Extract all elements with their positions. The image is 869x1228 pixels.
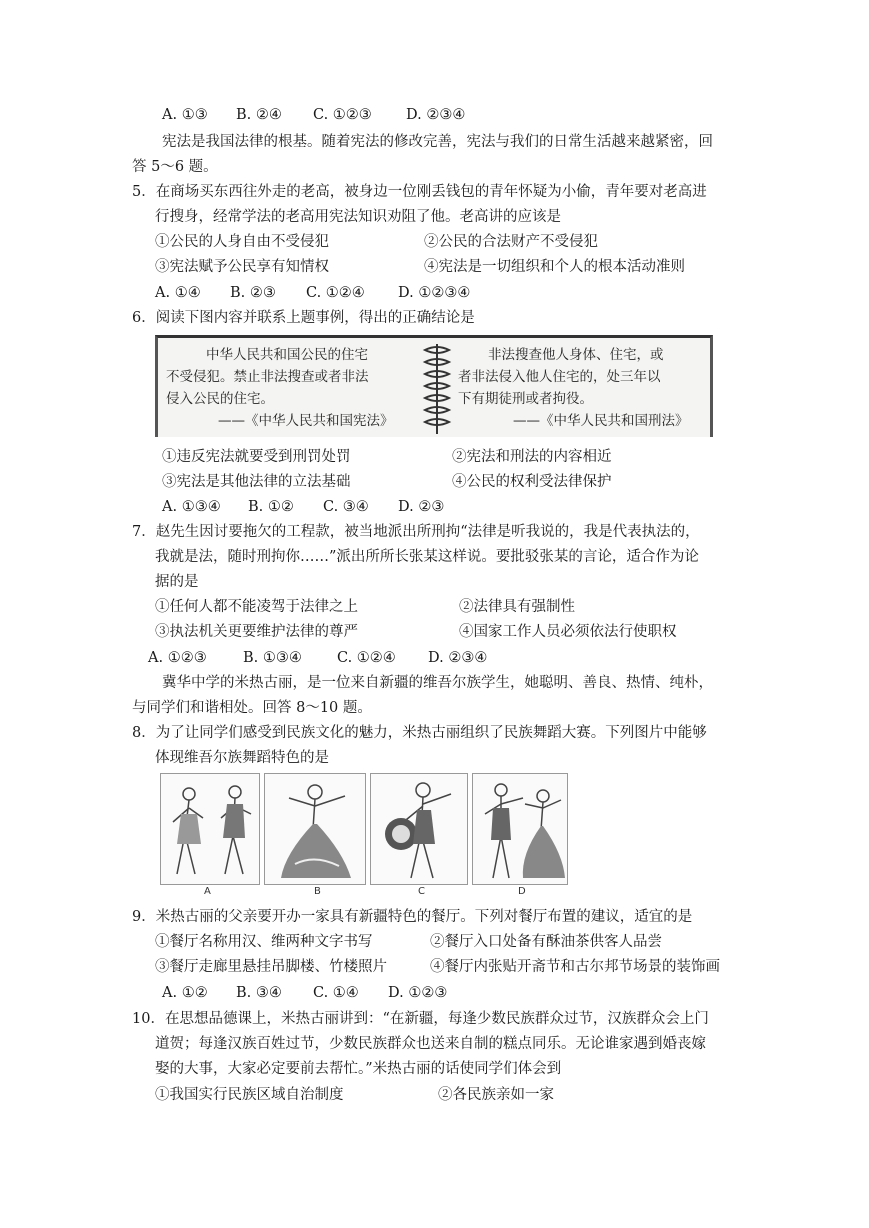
q9-item-1: ①餐厅名称用汉、维两种文字书写 bbox=[155, 934, 373, 950]
q5-stem-line2: 行搜身，经常学法的老高用宪法知识劝阻了他。老高讲的应该是 bbox=[155, 209, 561, 225]
photo-label-b: B bbox=[314, 886, 321, 897]
q6-item-1: ①违反宪法就要受到刑罚处罚 bbox=[162, 449, 351, 465]
constitution-line2: 不受侵犯。禁止非法搜查或者非法 bbox=[166, 369, 369, 385]
q9-option-d: D. ①②③ bbox=[388, 985, 448, 1001]
q7-option-b: B. ①③④ bbox=[243, 650, 302, 666]
photo-label-d: D bbox=[518, 886, 526, 897]
q9-option-c: C. ①④ bbox=[313, 985, 359, 1001]
q10-item-2: ②各民族亲如一家 bbox=[438, 1087, 554, 1103]
constitution-source: ——《中华人民共和国宪法》 bbox=[218, 413, 394, 429]
dance-photo-d bbox=[472, 773, 568, 885]
q5-option-a: A. ①④ bbox=[155, 285, 201, 301]
dance-photo-a bbox=[160, 773, 260, 885]
q5-option-c: C. ①②④ bbox=[306, 285, 365, 301]
q7-item-4: ④国家工作人员必须依法行使职权 bbox=[459, 624, 677, 640]
q9-item-2: ②餐厅入口处备有酥油茶供客人品尝 bbox=[430, 934, 662, 950]
q10-stem-line3: 娶的大事，大家必定要前去帮忙。”米热古丽的话使同学们体会到 bbox=[155, 1061, 562, 1077]
q6-option-d: D. ②③ bbox=[398, 499, 445, 515]
intro-8-10-line2: 与同学们和谐相处。回答 8～10 题。 bbox=[132, 700, 372, 716]
q6-item-2: ②宪法和刑法的内容相近 bbox=[452, 449, 612, 465]
q9-stem: 9．米热古丽的父亲要开办一家具有新疆特色的餐厅。下列对餐厅布置的建议，适宜的是 bbox=[132, 909, 693, 925]
dance-photos-figure bbox=[160, 773, 570, 899]
q5-stem-line1: 5．在商场买东西往外走的老高，被身边一位刚丢钱包的青年怀疑为小偷，青年要对老高进 bbox=[132, 184, 707, 200]
q7-item-2: ②法律具有强制性 bbox=[459, 599, 575, 615]
q8-stem-line1: 8．为了让同学们感受到民族文化的魅力，米热古丽组织了民族舞蹈大赛。下列图片中能够 bbox=[132, 725, 707, 741]
photo-label-a: A bbox=[204, 886, 211, 897]
q6-item-3: ③宪法是其他法律的立法基础 bbox=[162, 474, 351, 490]
q6-option-c: C. ③④ bbox=[323, 499, 369, 515]
q9-item-3: ③餐厅走廊里悬挂吊脚楼、竹楼照片 bbox=[155, 959, 387, 975]
criminal-law-line1: 非法搜查他人身体、住宅，或 bbox=[488, 347, 664, 363]
chinese-knot-divider-icon bbox=[420, 342, 454, 436]
q5-item-2: ②公民的合法财产不受侵犯 bbox=[424, 234, 598, 250]
dance-photo-b bbox=[264, 773, 366, 885]
criminal-law-line2: 者非法侵入他人住宅的，处三年以 bbox=[458, 369, 661, 385]
q6-item-4: ④公民的权利受法律保护 bbox=[452, 474, 612, 490]
intro-5-6-line2: 答 5～6 题。 bbox=[132, 159, 218, 175]
q6-stem: 6．阅读下图内容并联系上题事例，得出的正确结论是 bbox=[132, 310, 475, 326]
q7-stem-line2: 我就是法，随时刑拘你……”派出所所长张某这样说。要批驳张某的言论，适合作为论 bbox=[155, 549, 699, 565]
constitution-line3: 侵入公民的住宅。 bbox=[166, 391, 274, 407]
q6-option-a: A. ①③④ bbox=[162, 499, 221, 515]
q10-stem-line2: 道贺；每逢汉族百姓过节，少数民族群众也送来自制的糕点同乐。无论谁家遇到婚丧嫁 bbox=[155, 1036, 706, 1052]
q5-item-4: ④宪法是一切组织和个人的根本活动准则 bbox=[424, 259, 685, 275]
q8-stem-line2: 体现维吾尔族舞蹈特色的是 bbox=[155, 750, 329, 766]
q5-item-3: ③宪法赋予公民享有知情权 bbox=[155, 259, 329, 275]
q6-option-b: B. ①② bbox=[248, 499, 294, 515]
q4-option-a: A. ①③ bbox=[162, 107, 208, 123]
q4-option-d: D. ②③④ bbox=[406, 107, 466, 123]
intro-8-10-line1: 冀华中学的米热古丽，是一位来自新疆的维吾尔族学生，她聪明、善良、热情、纯朴， bbox=[162, 675, 713, 691]
q7-option-c: C. ①②④ bbox=[337, 650, 396, 666]
law-excerpt-figure bbox=[155, 335, 713, 437]
q4-option-c: C. ①②③ bbox=[313, 107, 372, 123]
q7-stem-line1: 7．赵先生因讨要拖欠的工程款，被当地派出所刑拘“法律是听我说的，我是代表执法的， bbox=[132, 524, 700, 540]
criminal-law-source: ——《中华人民共和国刑法》 bbox=[513, 413, 689, 429]
constitution-line1: 中华人民共和国公民的住宅 bbox=[206, 347, 368, 363]
q9-option-b: B. ③④ bbox=[236, 985, 282, 1001]
q10-stem-line1: 10．在思想品德课上，米热古丽讲到：“在新疆，每逢少数民族群众过节，汉族群众会上门 bbox=[132, 1011, 709, 1027]
q7-option-a: A. ①②③ bbox=[148, 650, 207, 666]
q5-option-b: B. ②③ bbox=[230, 285, 276, 301]
q9-item-4: ④餐厅内张贴开斋节和古尔邦节场景的装饰画 bbox=[430, 959, 720, 975]
q5-option-d: D. ①②③④ bbox=[398, 285, 471, 301]
q4-option-b: B. ②④ bbox=[236, 107, 282, 123]
q9-option-a: A. ①② bbox=[162, 985, 208, 1001]
photo-label-c: C bbox=[418, 886, 425, 897]
q7-item-3: ③执法机关更要维护法律的尊严 bbox=[155, 624, 358, 640]
q7-stem-line3: 据的是 bbox=[155, 574, 199, 590]
intro-5-6-line1: 宪法是我国法律的根基。随着宪法的修改完善，宪法与我们的日常生活越来越紧密，回 bbox=[162, 134, 713, 150]
q5-item-1: ①公民的人身自由不受侵犯 bbox=[155, 234, 329, 250]
q7-option-d: D. ②③④ bbox=[428, 650, 488, 666]
q7-item-1: ①任何人都不能凌驾于法律之上 bbox=[155, 599, 358, 615]
dance-photo-c bbox=[370, 773, 468, 885]
criminal-law-line3: 下有期徒刑或者拘役。 bbox=[458, 391, 593, 407]
q10-item-1: ①我国实行民族区域自治制度 bbox=[155, 1087, 344, 1103]
